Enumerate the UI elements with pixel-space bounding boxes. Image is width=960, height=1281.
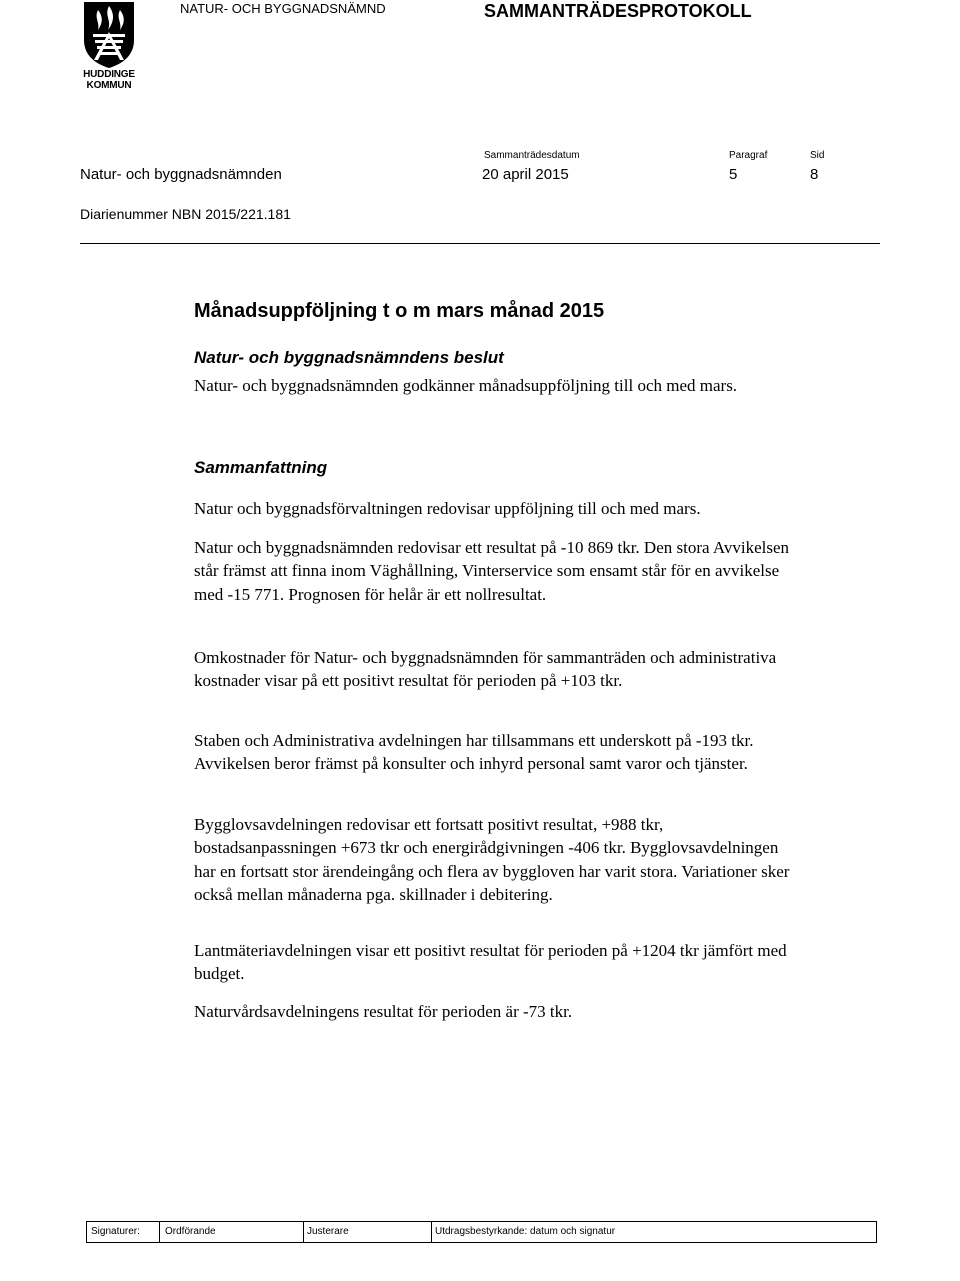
chair-signature-field: Ordförande xyxy=(165,1226,216,1237)
header-divider xyxy=(80,243,880,244)
summary-paragraph: Natur och byggnadsförvaltningen redovisar uppföljning till och med mars. xyxy=(194,499,701,518)
paragraph-number: 5 xyxy=(729,166,738,183)
decision-text: Natur- och byggnadsnämnden godkänner månadsuppföljning till och med mars. xyxy=(194,376,738,395)
diarienummer: Diarienummer NBN 2015/221.181 xyxy=(80,206,291,222)
document-type-title: SAMMANTRÄDESPROTOKOLL xyxy=(484,1,752,21)
footer-divider xyxy=(159,1222,160,1242)
paragraph-label: Paragraf xyxy=(729,150,768,161)
coat-of-arms-icon xyxy=(80,0,138,68)
page-number: 8 xyxy=(810,166,819,183)
summary-paragraph: Bygglovsavdelningen redovisar ett fortsatt positivt resultat, +988 tkr, bostadsanpassningen +673 tkr och energirådgivningen -406 tkr. Bygglovsavdelningen har en fortsatt stor ärendeingång och flera av byggloven har varit stora. Variationer sker också mellan månaderna pga. skillnader i debitering. xyxy=(194,815,790,905)
logo-text-line-2: KOMMUN xyxy=(86,80,132,91)
decision-heading: Natur- och byggnadsnämndens beslut xyxy=(194,348,504,367)
page-label: Sid xyxy=(810,150,825,161)
logo-text-line-1: HUDDINGE xyxy=(83,69,135,80)
page-title: Månadsuppföljning t o m mars månad 2015 xyxy=(194,300,605,322)
committee-top-label: NATUR- OCH BYGGNADSNÄMND xyxy=(180,1,386,16)
summary-paragraph: Staben och Administrativa avdelningen har tillsammans ett underskott på -193 tkr. Avvikelsen beror främst på konsulter och inhyrd personal samt varor och tjänster. xyxy=(194,731,754,774)
date-label: Sammanträdesdatum xyxy=(484,150,580,161)
summary-heading: Sammanfattning xyxy=(194,458,328,477)
huddinge-kommun-logo xyxy=(80,0,138,92)
summary-paragraph: Natur och byggnadsnämnden redovisar ett resultat på -10 869 tkr. Den stora Avvikelsen står främst att finna inom Väghållning, Vinterservice som ensamt står för en avvikelse med -15 771. Prognosen för helår är ett nollresultat. xyxy=(194,538,790,604)
checker-signature-field: Justerare xyxy=(307,1226,349,1237)
summary-paragraph: Lantmäteriavdelningen visar ett positivt resultat för perioden på +1204 tkr jämfört med budget. xyxy=(194,941,787,984)
extract-certification-field: Utdragsbestyrkande: datum och signatur xyxy=(435,1226,616,1237)
meeting-date: 20 april 2015 xyxy=(482,166,569,183)
committee-name: Natur- och byggnadsnämnden xyxy=(80,166,282,183)
signature-footer xyxy=(86,1221,877,1243)
summary-paragraph: Naturvårdsavdelningens resultat för perioden är -73 tkr. xyxy=(194,1002,573,1021)
signatures-label: Signaturer: xyxy=(91,1226,140,1237)
summary-paragraph: Omkostnader för Natur- och byggnadsnämnden för sammanträden och administrativa kostnader visar på ett positivt resultat för perioden på +103 tkr. xyxy=(194,648,777,691)
